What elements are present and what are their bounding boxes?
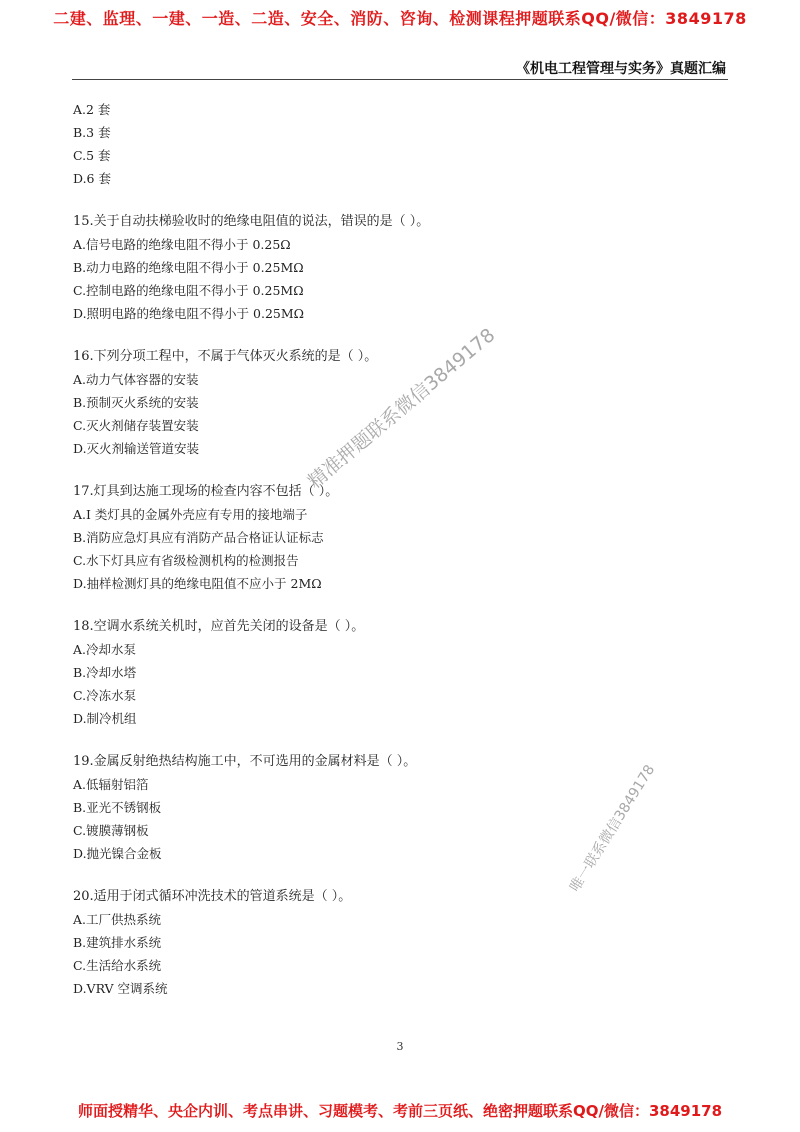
watermark: 精准押题联系微信3849178 — [303, 324, 500, 494]
option-b: B.建筑排水系统 — [73, 935, 162, 950]
option-c: C.灭火剂储存装置安装 — [73, 418, 199, 433]
option-a: A.I 类灯具的金属外壳应有专用的接地端子 — [73, 507, 308, 522]
option-b: B.预制灭火系统的安装 — [73, 395, 199, 410]
header-divider — [72, 79, 728, 80]
question-stem: 15.关于自动扶梯验收时的绝缘电阻值的说法，错误的是（ ）。 — [73, 214, 430, 229]
option-d: D.抽样检测灯具的绝缘电阻值不应小于 2MΩ — [73, 576, 322, 591]
option-d: D.灭火剂输送管道安装 — [73, 441, 200, 456]
option-d: D.6 套 — [73, 171, 111, 186]
option-b: B.动力电路的绝缘电阻不得小于 0.25MΩ — [73, 260, 304, 275]
question-stem: 17.灯具到达施工现场的检查内容不包括（ ）。 — [73, 484, 339, 499]
option-a: A.动力气体容器的安装 — [73, 372, 199, 387]
page-number: 3 — [396, 1040, 404, 1053]
question-20 — [73, 885, 723, 1000]
option-a: A.工厂供热系统 — [73, 912, 162, 927]
option-c: C.生活给水系统 — [73, 958, 162, 973]
option-a: A.2 套 — [73, 102, 111, 117]
option-b: B.亚光不锈钢板 — [73, 800, 162, 815]
option-d: D.照明电路的绝缘电阻不得小于 0.25MΩ — [73, 306, 305, 321]
option-b: B.消防应急灯具应有消防产品合格证认证标志 — [73, 530, 324, 545]
question-15 — [73, 210, 723, 325]
option-a: A.低辐射铝箔 — [73, 777, 149, 792]
document-header-title: 《机电工程管理与实务》真题汇编 — [516, 61, 726, 77]
option-a: A.冷却水泵 — [73, 642, 137, 657]
question-stem: 18.空调水系统关机时，应首先关闭的设备是（ ）。 — [73, 619, 365, 634]
option-c: C.5 套 — [73, 148, 111, 163]
option-d: D.抛光镍合金板 — [73, 846, 162, 861]
question-17 — [73, 480, 723, 595]
option-c: C.镀膜薄钢板 — [73, 823, 149, 838]
watermark: 唯一联系微信3849178 — [567, 762, 659, 895]
question-18 — [73, 615, 723, 730]
option-d: D.制冷机组 — [73, 711, 137, 726]
previous-question-options — [73, 98, 723, 190]
question-stem: 19.金属反射绝热结构施工中，不可选用的金属材料是（ ）。 — [73, 754, 417, 769]
top-promo-banner: 二建、监理、一建、一造、二造、安全、消防、咨询、检测课程押题联系QQ/微信：3849178 — [53, 9, 747, 28]
option-c: C.控制电路的绝缘电阻不得小于 0.25MΩ — [73, 283, 304, 298]
question-stem: 16.下列分项工程中，不属于气体灭火系统的是（ ）。 — [73, 349, 378, 364]
option-a: A.信号电路的绝缘电阻不得小于 0.25Ω — [73, 237, 291, 252]
question-stem: 20.适用于闭式循环冲洗技术的管道系统是（ ）。 — [73, 889, 352, 904]
bottom-promo-banner: 师面授精华、央企内训、考点串讲、习题模考、考前三页纸、绝密押题联系QQ/微信：3849178 — [77, 1102, 723, 1120]
option-b: B.冷却水塔 — [73, 665, 137, 680]
question-content — [73, 98, 723, 1000]
option-c: C.水下灯具应有省级检测机构的检测报告 — [73, 553, 299, 568]
option-c: C.冷冻水泵 — [73, 688, 137, 703]
option-d: D.VRV 空调系统 — [73, 981, 168, 996]
option-b: B.3 套 — [73, 125, 111, 140]
